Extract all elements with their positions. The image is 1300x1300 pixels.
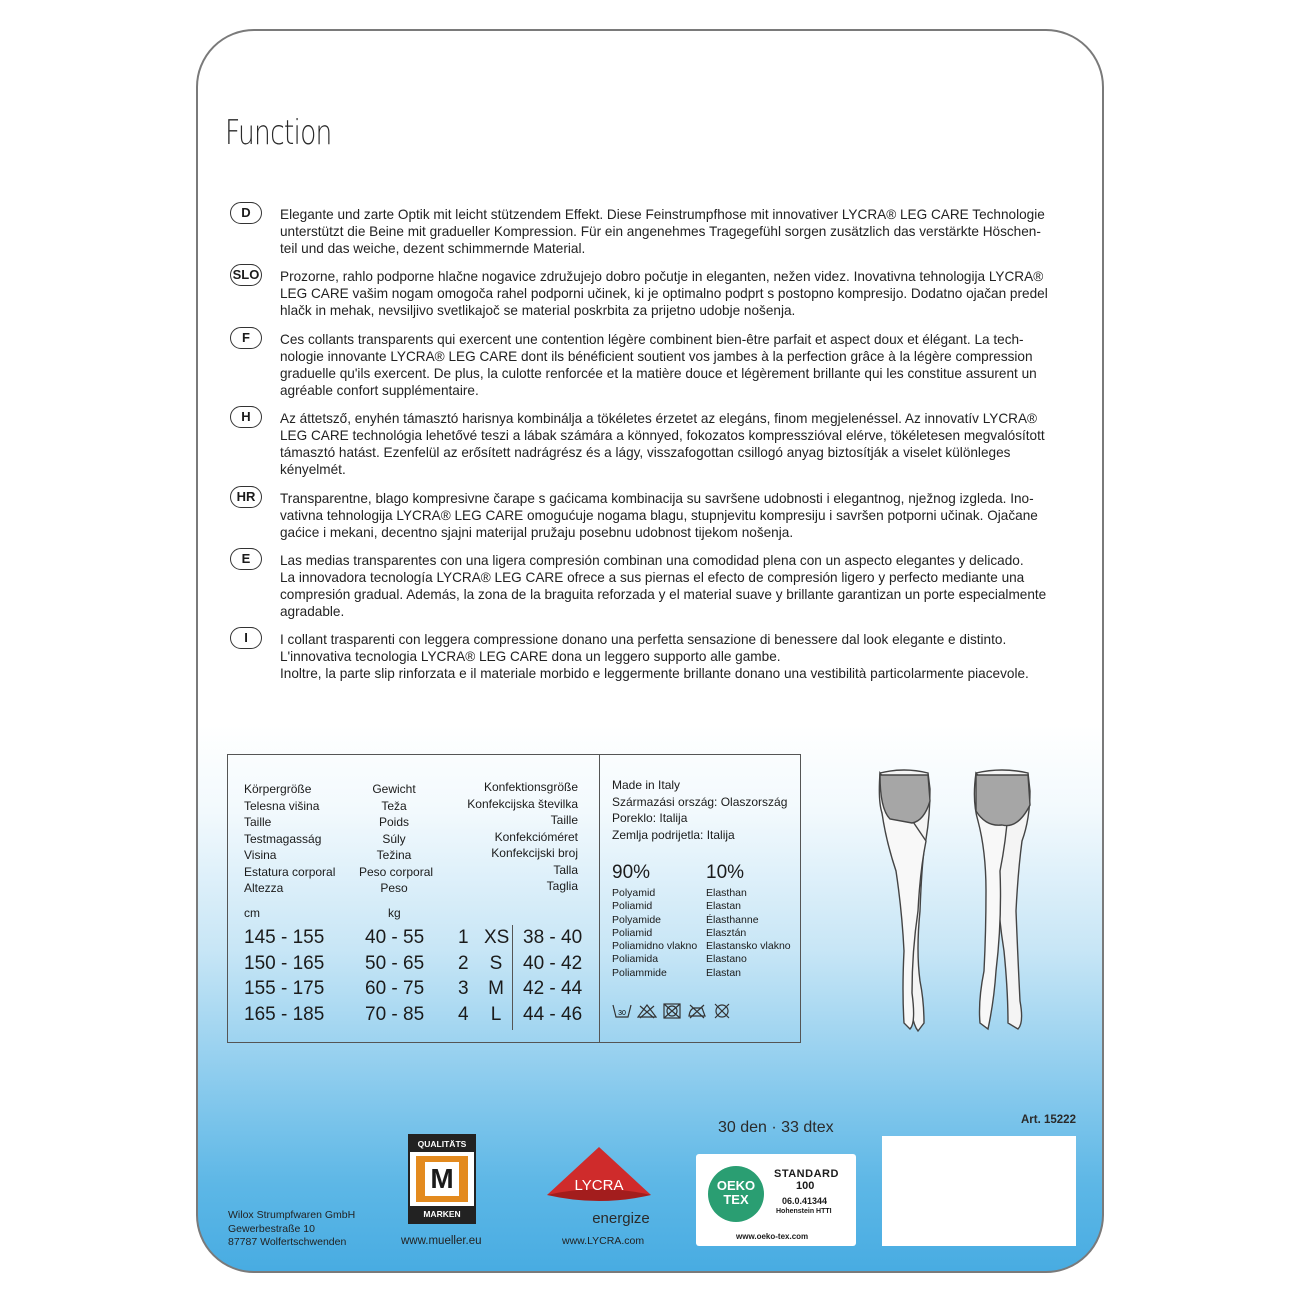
lang-text: Elegante und zarte Optik mit leicht stützendem Effekt. Diese Feinstrumpfhose mit innovativer LYCRA® LEG CARE Technologie unterstützt die Beine mit gradueller Kompression. Für ein angenehmes Tragegefühl sorgen zusätzlich das verstärkte Höschen- teil und das weiche, dezent schimmernde Material. [280, 207, 1045, 256]
svg-text:LYCRA: LYCRA [574, 1177, 624, 1194]
lycra-logo [543, 1143, 655, 1233]
lang-badge: SLO [230, 264, 262, 286]
no-iron-icon [687, 1003, 707, 1019]
lang-text: I collant trasparenti con leggera compressione donano una perfetta sensazione di benessere dal look elegante e distinto. L'innovativa tecnologia LYCRA® LEG CARE dona un leggero supporto alle gambe. Inoltre, la parte slip rinforzata e il materiale morbido e leggermente brillante donano una vestibilità particolarmente piacevole. [280, 632, 1029, 681]
size-cell-num: 3 [458, 978, 469, 999]
size-cell-height: 155 - 175 [244, 978, 325, 999]
size-cell-weight: 70 - 85 [365, 1003, 425, 1025]
size-cell-letter: S [489, 952, 503, 974]
no-dry-clean-icon [712, 1003, 732, 1019]
material1-percent: 90% [612, 862, 651, 883]
lang-text: Az áttetsző, enyhén támasztó harisnya kombinálja a tökéletes érzetet az elegáns, finom megjelenéssel. Az innovatív LYCRA® LEG CARE technológia lehetővé teszi a lábak számára a könnyed, fokozatos kompresszióval elérve, tökéletesen megvalósított támasztó hatást. Ezenfelül az erősített nadrágrész és a lágy, visszafogottan csillogó anyag biztosítják a viselet különleges kényelmét. [280, 411, 1045, 477]
lang-text: Ces collants transparents qui exercent une contention légère combinent bien-être parfait et aspect doux et élégant. La tech- nologie innovante LYCRA® LEG CARE dont ils bénéficient soutient vos jambes à la perfection grâce à la légère compression graduelle qu'ils exercent. De plus, la culotte renforcée et la matière douce et légèrement brillante qui les constitue assurent un agréable confort supplémentaire. [280, 332, 1037, 398]
material1-names: Polyamid Poliamid Polyamide Poliamid Poliamidno vlakno Poliamida Poliammide [612, 887, 698, 979]
size-cell-weight: 50 - 65 [365, 952, 425, 974]
material2-percent: 10% [706, 862, 745, 883]
size-cell-letter: XS [484, 927, 510, 948]
size-cell-num: 4 [458, 1003, 469, 1025]
size-labels: Konfektionsgröße Konfekcijska številka Taille Konfekcióméret Konfekcijski broj Talla Taglia [467, 780, 578, 893]
lang-text: Prozorne, rahlo podporne hlačne nogavice združujejo dobro počutje in eleganten, nežen videz. Inovativna tehnologija LYCRA® LEG CARE vašim nogam omogoča rahel podporni učinek, ki je optimalno podprt s postopno kompresijo. Dodatno ojačan predel hlačk in mehak, nevsiljivo svetlikajoč se material poskrbita za prijetno udobje nošenja. [280, 269, 1048, 318]
size-cell-height: 150 - 165 [244, 952, 325, 974]
no-tumble-dry-icon [662, 1003, 682, 1019]
lang-badge: I [230, 627, 262, 649]
lang-badge: HR [230, 486, 262, 508]
packaging-back [196, 29, 1104, 1273]
lang-text: Transparentne, blago kompresivne čarape s gaćicama kombinacija su savršene udobnosti i elegantnog, nježnog izgleda. Ino- vativna tehnologija LYCRA® LEG CARE omogućuje nogama blagu, stupnjevitu kompresiju i savršen potporni učinak. Ojačane gaćice i mekani, decentno sjajni materijal pružaju posebnu udobnost tijekom nošenja. [280, 491, 1038, 540]
size-cell-conf: 44 - 46 [523, 1003, 583, 1025]
size-cell-letter: L [490, 1003, 502, 1025]
oeko-tex-label: OEKO TEX STANDARD 100 06.0.41344 Hohenstein HTTI www.oeko-tex.com [696, 1154, 856, 1246]
lang-badge: E [230, 548, 262, 570]
size-cell-conf: 40 - 42 [523, 952, 583, 974]
mueller-logo: QUALITÄTS M MARKEN [408, 1134, 476, 1224]
size-cell-conf: 42 - 44 [523, 978, 583, 999]
tights-illustration [868, 761, 1068, 1041]
size-row-divider [512, 925, 513, 1030]
weight-unit: kg [388, 906, 401, 920]
material2-names: Elasthan Elastan Élasthanne Elasztán Elastansko vlakno Elastano Elastan [706, 887, 791, 979]
manufacturer-address: Wilox Strumpfwaren GmbH Gewerbestraße 10 87787 Wolfertschwenden [228, 1209, 356, 1248]
density-label: 30 den · 33 dtex [718, 1119, 834, 1136]
lang-badge: H [230, 406, 262, 428]
weight-labels: Gewicht Teža Poids Súly Težina Peso corporal Peso [359, 782, 434, 895]
size-cell-conf: 38 - 40 [523, 927, 583, 948]
lang-text: Las medias transparentes con una ligera compresión combinan una comodidad plena con un aspecto elegantes y delicado. La innovadora tecnología LYCRA® LEG CARE ofrece a sus piernas el efecto de compresión ligero y perfecto mediante una compresión gradual. Además, la zona de la braguita reforzada y el material suave y brillante garantizan un porte especialmente agradable. [280, 553, 1047, 619]
page-title: Function [225, 113, 332, 153]
lycra-url: www.LYCRA.com [562, 1235, 645, 1247]
size-cell-num: 2 [458, 952, 469, 974]
no-bleach-icon [637, 1003, 657, 1019]
size-cell-height: 145 - 155 [244, 927, 325, 948]
height-unit: cm [244, 906, 260, 920]
origin-labels: Made in Italy Származási ország: Olaszország Poreklo: Italija Zemlja podrijetla: Italija [612, 778, 788, 842]
height-labels: Körpergröße Telesna višina Taille Testmagasság Visina Estatura corporal Altezza [244, 782, 336, 895]
size-cell-num: 1 [458, 927, 469, 948]
size-cell-weight: 40 - 55 [365, 927, 425, 948]
barcode-area [882, 1136, 1076, 1246]
svg-text:energize: energize [592, 1210, 650, 1227]
wash-30-icon [612, 1003, 632, 1019]
size-cell-weight: 60 - 75 [365, 978, 425, 999]
mueller-url: www.mueller.eu [401, 1235, 482, 1247]
svg-text:30: 30 [618, 1010, 626, 1017]
lang-badge: D [230, 202, 262, 224]
care-symbols [612, 1003, 732, 1019]
size-cell-letter: M [488, 978, 504, 999]
size-table [227, 754, 801, 1043]
size-cell-height: 165 - 185 [244, 1003, 325, 1025]
lang-badge: F [230, 327, 262, 349]
column-divider [599, 755, 600, 1042]
article-number: Art. 15222 [1021, 1114, 1076, 1126]
